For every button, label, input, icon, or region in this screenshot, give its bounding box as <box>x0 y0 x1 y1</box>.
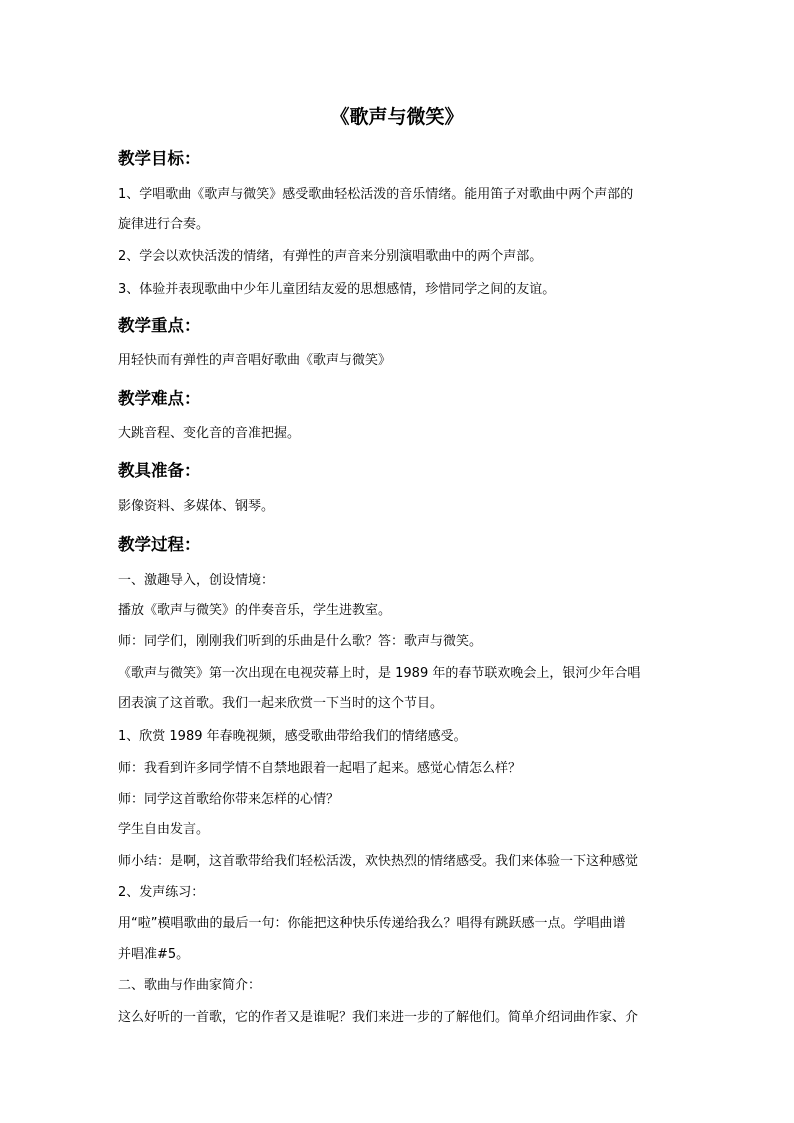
section-heading-process: 教学过程： <box>118 535 201 554</box>
process-line-10: 师小结：是啊，这首歌带给我们轻松活泼，欢快热烈的情绪感受。我们来体验一下这种感觉 <box>118 854 639 869</box>
process-line-13: 并唱准#5。 <box>118 947 190 962</box>
process-line-9: 学生自由发言。 <box>118 822 210 837</box>
section-heading-objectives: 教学目标： <box>118 149 201 168</box>
process-line-2: 播放《歌声与微笑》的伴奏音乐，学生进教室。 <box>118 603 392 618</box>
process-line-1: 一、激趣导入，创设情境： <box>118 573 275 588</box>
objectives-line-1: 1、学唱歌曲《歌声与微笑》感受歌曲轻松活泼的音乐情绪。能用笛子对歌曲中两个声部的 <box>118 187 634 202</box>
process-line-12: 用“啦”模唱歌曲的最后一句：你能把这种快乐传递给我么？唱得有跳跃感一点。学唱曲谱 <box>118 916 626 931</box>
process-line-14: 二、歌曲与作曲家简介： <box>118 978 262 993</box>
difficulties-line-1: 大跳音程、变化音的音准把握。 <box>118 426 301 441</box>
document-title: 《歌声与微笑》 <box>330 106 464 128</box>
objectives-line-2: 旋律进行合奏。 <box>118 217 210 232</box>
section-heading-key-points: 教学重点： <box>118 316 201 335</box>
process-line-15: 这么好听的一首歌，它的作者又是谁呢？我们来进一步的了解他们。简单介绍词曲作家、介 <box>118 1010 639 1025</box>
process-line-5: 团表演了这首歌。我们一起来欣赏一下当时的这个节目。 <box>118 696 444 711</box>
objectives-line-3: 2、学会以欢快活泼的情绪，有弹性的声音来分别演唱歌曲中的两个声部。 <box>118 249 543 264</box>
process-line-3: 师：同学们，刚刚我们听到的乐曲是什么歌？答：歌声与微笑。 <box>118 634 483 649</box>
process-line-11: 2、发声练习： <box>118 885 205 900</box>
key-points-line-1: 用轻快而有弹性的声音唱好歌曲《歌声与微笑》 <box>118 353 392 368</box>
process-line-6: 1、欣赏 1989 年春晚视频，感受歌曲带给我们的情绪感受。 <box>118 729 467 744</box>
section-heading-materials: 教具准备： <box>118 461 201 480</box>
process-line-4: 《歌声与微笑》第一次出现在电视荧幕上时，是 1989 年的春节联欢晚会上，银河少年合唱 <box>118 666 641 681</box>
materials-line-1: 影像资料、多媒体、钢琴。 <box>118 499 275 514</box>
process-line-8: 师：同学这首歌给你带来怎样的心情？ <box>118 792 340 807</box>
process-line-7: 师：我看到许多同学情不自禁地跟着一起唱了起来。感觉心情怎么样？ <box>118 761 522 776</box>
objectives-line-4: 3、体验并表现歌曲中少年儿童团结友爱的思想感情，珍惜同学之间的友谊。 <box>118 282 556 297</box>
section-heading-difficulties: 教学难点： <box>118 389 201 408</box>
